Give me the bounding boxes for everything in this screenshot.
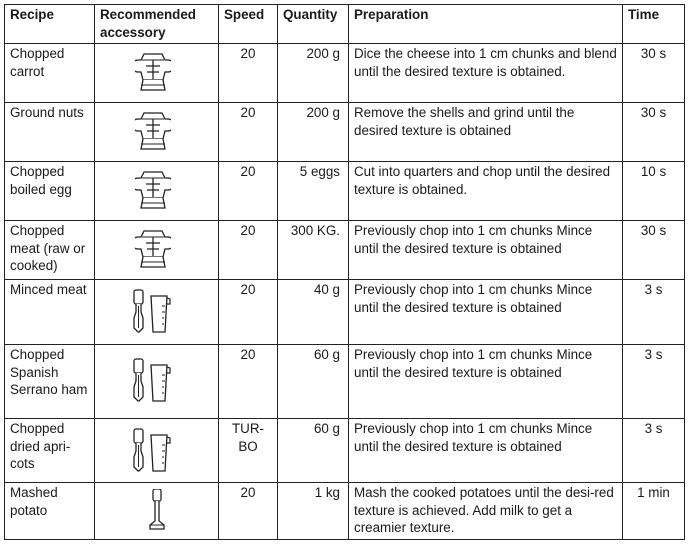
quantity-cell: 60 g [278, 419, 349, 483]
time-cell: 3 s [623, 419, 685, 483]
accessory-cell [95, 280, 219, 345]
quantity-cell: 300 KG. [278, 221, 349, 280]
speed-cell: 20 [219, 280, 278, 345]
table-row [5, 162, 685, 221]
accessory-cell [95, 44, 219, 103]
speed-cell: 20 [219, 221, 278, 280]
speed-cell: 20 [219, 44, 278, 103]
time-cell: 10 s [623, 162, 685, 221]
recipe-cell: Mashed potato [5, 483, 95, 540]
speed-cell: 20 [219, 345, 278, 419]
blender-and-beaker-icon [129, 427, 171, 473]
accessory-cell [95, 345, 219, 419]
chopper-bowl-icon [135, 52, 171, 92]
preparation-cell: Previously chop into 1 cm chunks Mince until the desired texture is obtained [349, 345, 623, 419]
blender-and-beaker-icon [129, 288, 171, 334]
recipe-table [4, 4, 685, 540]
header-speed: Speed [219, 5, 278, 44]
quantity-cell: 200 g [278, 44, 349, 103]
recipe-cell: Chopped carrot [5, 44, 95, 103]
blender-and-beaker-icon [129, 357, 171, 403]
recipe-cell: Chopped Spanish Serrano ham [5, 345, 95, 419]
preparation-cell: Mash the cooked potatoes until the desi-red texture is achieved. Add milk to get a creamier texture. [349, 483, 623, 540]
preparation-cell: Remove the shells and grind until the desired texture is obtained [349, 103, 623, 162]
recipe-cell: Chopped meat (raw or cooked) [5, 221, 95, 280]
table-row [5, 345, 685, 419]
recipe-cell: Chopped boiled egg [5, 162, 95, 221]
speed-cell: TUR-BO [219, 419, 278, 483]
table-row [5, 103, 685, 162]
quantity-cell: 40 g [278, 280, 349, 345]
accessory-cell [95, 483, 219, 540]
time-cell: 30 s [623, 44, 685, 103]
recipe-cell: Minced meat [5, 280, 95, 345]
header-preparation: Preparation [349, 5, 623, 44]
time-cell: 1 min [623, 483, 685, 540]
speed-cell: 20 [219, 103, 278, 162]
quantity-cell: 5 eggs [278, 162, 349, 221]
header-time: Time [623, 5, 685, 44]
quantity-cell: 200 g [278, 103, 349, 162]
quantity-cell: 1 kg [278, 483, 349, 540]
table-row [5, 419, 685, 483]
speed-cell: 20 [219, 483, 278, 540]
header-recipe: Recipe [5, 5, 95, 44]
time-cell: 3 s [623, 280, 685, 345]
preparation-cell: Dice the cheese into 1 cm chunks and blend until the desired texture is obtained. [349, 44, 623, 103]
time-cell: 30 s [623, 221, 685, 280]
accessory-cell [95, 103, 219, 162]
accessory-cell [95, 419, 219, 483]
table-row [5, 280, 685, 345]
preparation-cell: Previously chop into 1 cm chunks Mince until the desired texture is obtained [349, 221, 623, 280]
chopper-bowl-icon [135, 170, 171, 210]
speed-cell: 20 [219, 162, 278, 221]
quantity-cell: 60 g [278, 345, 349, 419]
chopper-bowl-icon [135, 111, 171, 151]
time-cell: 3 s [623, 345, 685, 419]
masher-icon [149, 489, 165, 531]
accessory-cell [95, 162, 219, 221]
preparation-cell: Previously chop into 1 cm chunks Mince until the desired texture is obtained [349, 419, 623, 483]
table-row [5, 483, 685, 540]
table-header-row [5, 5, 685, 44]
recipe-cell: Ground nuts [5, 103, 95, 162]
preparation-cell: Cut into quarters and chop until the desired texture is obtained. [349, 162, 623, 221]
recipe-cell: Chopped dried apri-cots [5, 419, 95, 483]
header-quantity: Quantity [278, 5, 349, 44]
table-row [5, 221, 685, 280]
time-cell: 30 s [623, 103, 685, 162]
chopper-bowl-icon [135, 229, 171, 269]
preparation-cell: Previously chop into 1 cm chunks Mince until the desired texture is obtained [349, 280, 623, 345]
header-accessory: Recommended accessory [95, 5, 219, 44]
table-row [5, 44, 685, 103]
accessory-cell [95, 221, 219, 280]
